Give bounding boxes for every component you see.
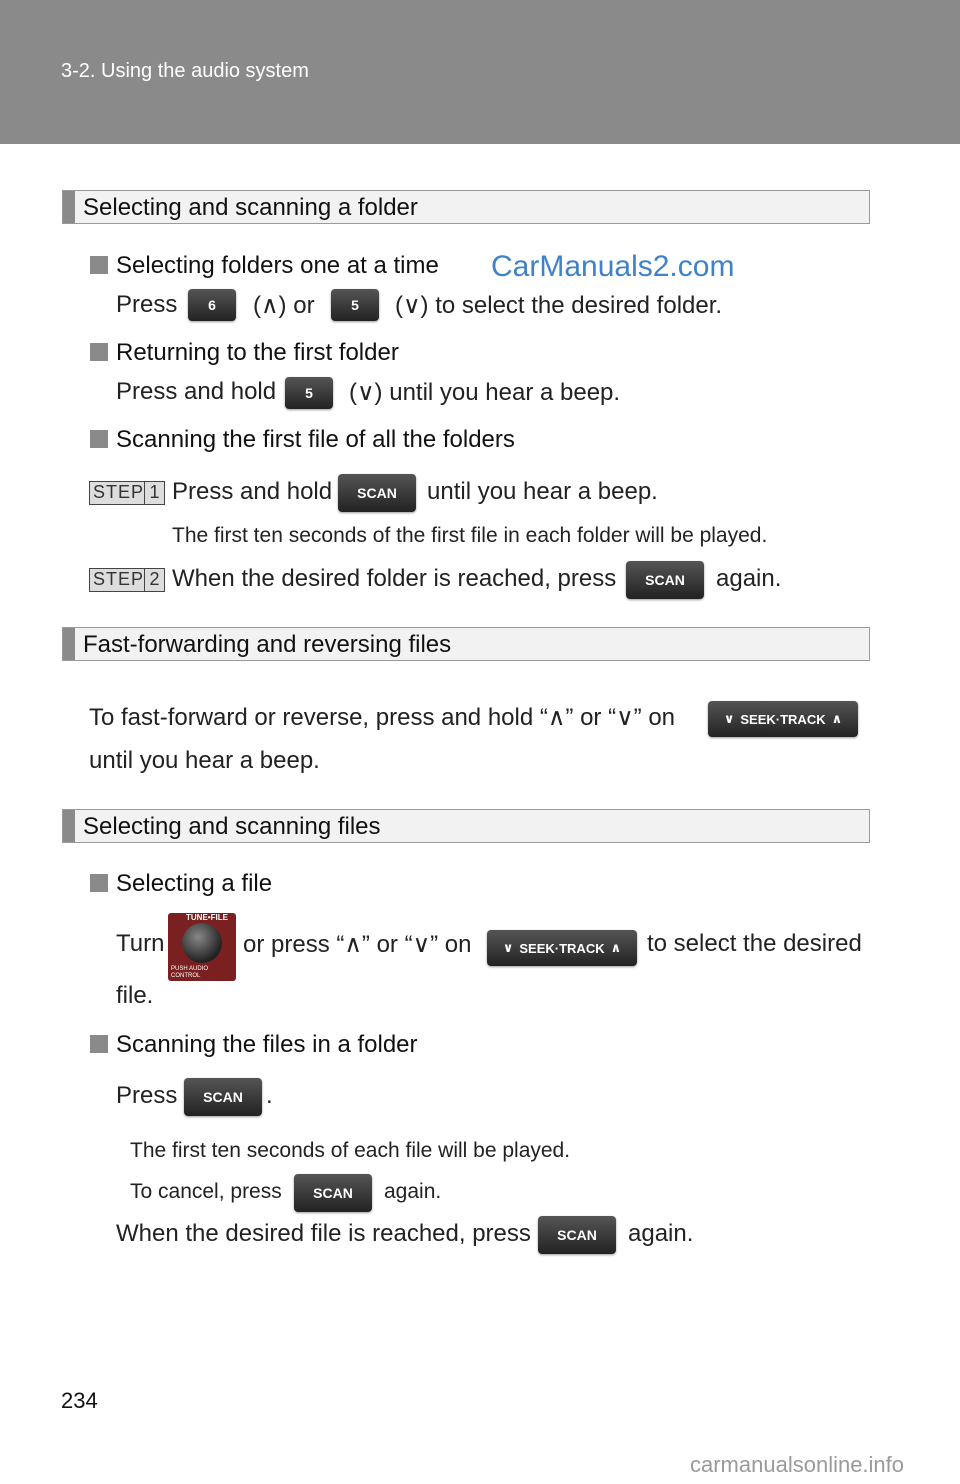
square-bullet-icon	[90, 1035, 108, 1053]
subheading	[90, 1031, 418, 1059]
scan-button: SCAN	[294, 1174, 372, 1212]
step-label: STEP	[93, 569, 145, 589]
text-line: When the desired file is reached, press	[116, 1220, 531, 1247]
footer-watermark: carmanualsonline.info	[690, 1452, 905, 1477]
step-number: 1	[144, 482, 164, 504]
square-bullet-icon	[90, 430, 108, 448]
section-title-bar	[62, 190, 870, 224]
preset-6-button: 6	[188, 289, 236, 321]
square-bullet-icon	[90, 874, 108, 892]
step-badge	[89, 481, 165, 505]
square-bullet-icon	[90, 343, 108, 361]
note-text: The first ten seconds of each file will be played.	[130, 1139, 571, 1162]
text-line: or press “∧” or “∨” on	[243, 931, 472, 958]
section-accent	[63, 628, 75, 660]
breadcrumb: 3-2. Using the audio system	[61, 60, 309, 82]
subheading-text: Scanning the first file of all the folders	[116, 426, 515, 453]
section-title-bar	[62, 809, 870, 843]
text-line: When the desired folder is reached, press	[172, 565, 617, 592]
preset-5-button: 5	[331, 289, 379, 321]
text-line: Turn	[116, 930, 165, 957]
step-number: 2	[144, 569, 164, 591]
button-label: SEEK·TRACK	[740, 711, 826, 727]
text-line: .	[266, 1082, 273, 1109]
text-line: again.	[628, 1220, 694, 1247]
chevron-down-icon: ∨	[502, 940, 514, 955]
note-text: The first ten seconds of the first file in each folder will be played.	[172, 524, 768, 547]
section-title-bar	[62, 627, 870, 661]
chevron-up-icon: ∧	[831, 711, 843, 726]
page-header	[0, 0, 960, 144]
subheading	[90, 339, 399, 367]
text-line: until you hear a beep.	[427, 478, 658, 505]
page-number: 234	[61, 1388, 98, 1413]
section-title: Selecting and scanning files	[83, 813, 381, 840]
step-badge	[89, 568, 165, 592]
subheading-text: Returning to the first folder	[116, 339, 399, 366]
note-text: To cancel, press	[130, 1180, 282, 1203]
text-line: (∨) to select the desired folder.	[395, 292, 723, 319]
subheading-text: Selecting folders one at a time	[116, 252, 439, 279]
seek-track-button	[487, 930, 637, 966]
text-line: Press	[116, 1082, 178, 1109]
step-label: STEP	[93, 482, 145, 502]
subheading	[90, 426, 515, 454]
text-line: to select the desired	[647, 930, 862, 957]
section-accent	[63, 810, 75, 842]
chevron-down-icon: ∨	[723, 711, 735, 726]
text-line: To fast-forward or reverse, press and hold “∧” or “∨” on	[89, 704, 676, 731]
text-line: (∨) until you hear a beep.	[349, 379, 621, 406]
knob-top-label: TUNE•FILE	[186, 913, 228, 922]
button-label: SEEK·TRACK	[519, 940, 605, 956]
preset-5-button: 5	[285, 377, 333, 409]
section-accent	[63, 191, 75, 223]
text-line: (∧) or	[253, 292, 315, 319]
subheading	[90, 870, 272, 898]
scan-button: SCAN	[538, 1216, 616, 1254]
scan-button: SCAN	[338, 474, 416, 512]
section-title: Selecting and scanning a folder	[83, 194, 418, 221]
note-text: again.	[384, 1180, 442, 1203]
text-line: until you hear a beep.	[89, 747, 320, 774]
watermark-logo: CarManuals2.com	[491, 250, 735, 283]
scan-button: SCAN	[184, 1078, 262, 1116]
section-title: Fast-forwarding and reversing files	[83, 631, 452, 658]
subheading-text: Scanning the files in a folder	[116, 1031, 418, 1058]
text-line: Press and hold	[172, 478, 333, 505]
text-line: Press and hold	[116, 378, 277, 405]
tune-file-knob-icon	[168, 913, 236, 981]
knob-bottom-label: PUSH AUDIO CONTROL	[171, 966, 209, 979]
text-line: Press	[116, 291, 178, 318]
knob-cap	[182, 923, 222, 963]
subheading	[90, 252, 439, 280]
square-bullet-icon	[90, 256, 108, 274]
text-line: again.	[716, 565, 782, 592]
subheading-text: Selecting a file	[116, 870, 273, 897]
seek-track-button	[708, 701, 858, 737]
text-line: file.	[116, 982, 154, 1009]
chevron-up-icon: ∧	[610, 940, 622, 955]
scan-button: SCAN	[626, 561, 704, 599]
